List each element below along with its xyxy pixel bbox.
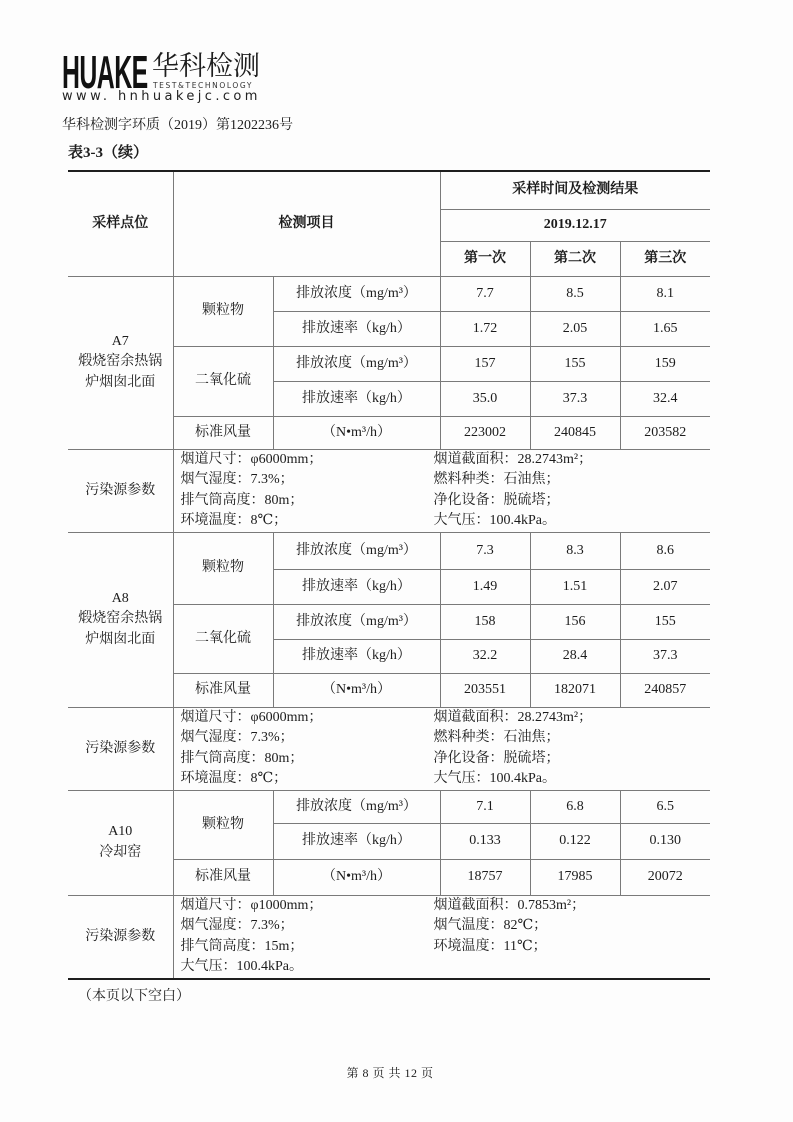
site-code: A8 — [111, 590, 129, 606]
value-cell: 203551 — [440, 673, 530, 707]
logo-tagline: TEST&TECHNOLOGY — [153, 81, 254, 90]
value-cell: 0.130 — [620, 823, 710, 859]
params-cell — [173, 895, 710, 979]
report-number: 华科检测字环质（2019）第1202236号 — [62, 118, 293, 133]
value-cell: 18757 — [440, 859, 530, 895]
site-name-line: 煅烧窑余热锅 — [78, 354, 163, 370]
value-cell: 28.4 — [530, 639, 620, 673]
value-cell: 1.72 — [440, 311, 530, 346]
value-cell: 35.0 — [440, 381, 530, 416]
run-3-header: 第三次 — [620, 241, 710, 276]
value-cell: 158 — [440, 604, 530, 639]
param-item: 排气筒高度：80m； — [180, 492, 304, 508]
pollutant-name: 颗粒物 — [173, 276, 273, 346]
value-cell: 8.1 — [620, 276, 710, 311]
value-cell: 8.5 — [530, 276, 620, 311]
header-row — [68, 171, 710, 209]
metric-label: 排放浓度（mg/m³） — [273, 532, 440, 569]
value-cell: 1.49 — [440, 569, 530, 604]
flow-unit: （N•m³/h） — [273, 416, 440, 449]
logo-wordmark: HUAKE — [62, 46, 148, 98]
param-item: 烟道截面积：28.2743m²； — [433, 451, 593, 467]
param-item: 烟道尺寸：φ6000mm； — [180, 709, 323, 725]
site-cell — [68, 532, 173, 707]
results-table — [68, 170, 710, 980]
site-name-line: 煅烧窑余热锅 — [78, 611, 163, 627]
table-title: 表3-3（续） — [68, 145, 148, 161]
value-cell: 6.8 — [530, 790, 620, 823]
site-cell — [68, 790, 173, 895]
value-cell: 240857 — [620, 673, 710, 707]
value-cell: 182071 — [530, 673, 620, 707]
param-item: 烟道截面积：0.7853m²； — [433, 897, 586, 913]
param-item: 净化设备：脱硫塔； — [433, 492, 560, 508]
site-name-line: 冷却窑 — [99, 844, 142, 860]
page-indicator: 第 8 页 共 12 页 — [346, 1066, 434, 1080]
value-cell: 223002 — [440, 416, 530, 449]
site-name-line: 炉烟囱北面 — [85, 631, 156, 647]
metric-label: 排放浓度（mg/m³） — [273, 346, 440, 381]
value-cell: 6.5 — [620, 790, 710, 823]
value-cell: 157 — [440, 346, 530, 381]
run-1-header: 第一次 — [440, 241, 530, 276]
flow-label: 标准风量 — [173, 416, 273, 449]
value-cell: 155 — [620, 604, 710, 639]
blank-page-note: （本页以下空白） — [78, 989, 190, 1004]
metric-label: 排放浓度（mg/m³） — [273, 276, 440, 311]
param-item: 环境温度：8℃； — [180, 771, 288, 786]
value-cell: 20072 — [620, 859, 710, 895]
metric-label: 排放速率（kg/h） — [273, 823, 440, 859]
param-item: 大气压：100.4kPa。 — [433, 513, 556, 528]
value-cell: 7.3 — [440, 532, 530, 569]
params-cell — [173, 449, 710, 532]
params-cell — [173, 707, 710, 790]
results-column-header: 采样时间及检测结果 — [440, 171, 710, 209]
value-cell: 159 — [620, 346, 710, 381]
metric-label: 排放速率（kg/h） — [273, 569, 440, 604]
value-cell: 17985 — [530, 859, 620, 895]
param-item: 烟道尺寸：φ1000mm； — [180, 897, 323, 913]
run-2-header: 第二次 — [530, 241, 620, 276]
metric-label: 排放浓度（mg/m³） — [273, 790, 440, 823]
pollutant-name: 二氧化硫 — [173, 346, 273, 416]
param-item: 燃料种类：石油焦； — [433, 730, 560, 745]
params-row — [68, 895, 710, 979]
logo-chinese-name: 华科检测 — [152, 51, 260, 82]
params-label: 污染源参数 — [68, 707, 173, 790]
site-cell — [68, 276, 173, 449]
site-code: A10 — [108, 824, 133, 839]
params-grid — [181, 896, 711, 978]
value-cell: 7.7 — [440, 276, 530, 311]
param-item: 烟气湿度：7.3%； — [180, 918, 294, 933]
site-name-line: 炉烟囱北面 — [85, 374, 156, 390]
metric-label: 排放速率（kg/h） — [273, 311, 440, 346]
site-code: A7 — [111, 333, 129, 349]
params-grid — [181, 708, 711, 790]
value-cell: 7.1 — [440, 790, 530, 823]
param-item: 烟气湿度：7.3%； — [180, 472, 294, 487]
params-row — [68, 449, 710, 532]
value-cell: 32.2 — [440, 639, 530, 673]
param-item: 排气筒高度：80m； — [180, 750, 304, 766]
value-cell: 1.51 — [530, 569, 620, 604]
value-cell: 156 — [530, 604, 620, 639]
params-label: 污染源参数 — [68, 449, 173, 532]
metric-label: 排放浓度（mg/m³） — [273, 604, 440, 639]
pollutant-name: 二氧化硫 — [173, 604, 273, 673]
metric-label: 排放速率（kg/h） — [273, 381, 440, 416]
param-item: 大气压：100.4kPa。 — [433, 771, 556, 786]
item-column-header: 检测项目 — [173, 171, 440, 276]
value-cell: 0.133 — [440, 823, 530, 859]
value-cell: 0.122 — [530, 823, 620, 859]
value-cell: 2.05 — [530, 311, 620, 346]
metric-label: 排放速率（kg/h） — [273, 639, 440, 673]
site-column-header: 采样点位 — [68, 171, 173, 276]
flow-unit: （N•m³/h） — [273, 673, 440, 707]
params-grid — [181, 450, 711, 532]
table-row — [68, 276, 710, 311]
param-item: 烟道截面积：28.2743m²； — [433, 709, 593, 725]
sampling-date: 2019.12.17 — [440, 209, 710, 241]
value-cell: 155 — [530, 346, 620, 381]
params-label: 污染源参数 — [68, 895, 173, 979]
param-item: 烟气湿度：7.3%； — [180, 730, 294, 745]
param-item: 烟道尺寸：φ6000mm； — [180, 451, 323, 467]
param-item: 排气筒高度：15m； — [180, 938, 304, 954]
param-item: 净化设备：脱硫塔； — [433, 750, 560, 766]
flow-label: 标准风量 — [173, 859, 273, 895]
company-website: www. hnhuakejc.com — [62, 89, 261, 104]
value-cell: 8.6 — [620, 532, 710, 569]
value-cell: 240845 — [530, 416, 620, 449]
value-cell: 37.3 — [530, 381, 620, 416]
table-row — [68, 532, 710, 569]
value-cell: 1.65 — [620, 311, 710, 346]
param-item: 环境温度：8℃； — [180, 513, 288, 528]
param-item: 大气压：100.4kPa。 — [180, 959, 303, 974]
value-cell: 37.3 — [620, 639, 710, 673]
flow-label: 标准风量 — [173, 673, 273, 707]
param-item: 环境温度：11℃； — [433, 938, 547, 954]
table-row — [68, 790, 710, 823]
flow-unit: （N•m³/h） — [273, 859, 440, 895]
value-cell: 203582 — [620, 416, 710, 449]
pollutant-name: 颗粒物 — [173, 790, 273, 859]
pollutant-name: 颗粒物 — [173, 532, 273, 604]
param-item: 烟气温度：82℃； — [433, 918, 548, 933]
params-row — [68, 707, 710, 790]
value-cell: 32.4 — [620, 381, 710, 416]
value-cell: 2.07 — [620, 569, 710, 604]
param-item: 燃料种类：石油焦； — [433, 472, 560, 487]
value-cell: 8.3 — [530, 532, 620, 569]
